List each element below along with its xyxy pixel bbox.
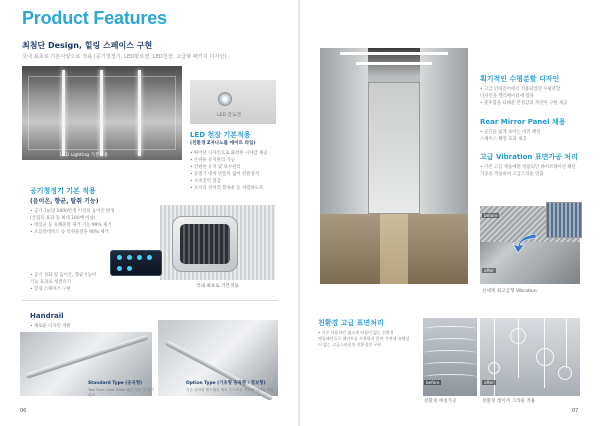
led-ceiling-bullets: • 뛰어난 디자인으로 화려한 시야감 제공 • 손쉬운 유지관리 가능 • 간편한 유지 및 보수관리 • 동절기 대비 빈틈이 없어 친환경적 • 소비전력 절감 • 모서리 전처리 할쉬운 등 저렴하도록 — [190, 151, 268, 191]
eco-finish-title: 친환경 고급 표면처리 — [318, 319, 384, 327]
ceiling-caption: LED Lighting 기본적용 — [60, 153, 109, 158]
elevator-interior-photo — [320, 48, 468, 284]
eco-caption-left: 친환경 에칭가공 — [424, 399, 457, 404]
air-purifier-subtitle: (음이온, 향균, 탈취 기능) — [30, 198, 99, 205]
air-purifier-vent-icon — [180, 224, 230, 264]
halogen-lamp-icon — [218, 92, 232, 106]
page-description: 국내 최초로 기본사양으로 적용 (공기청정기, LED할로겐, LED천장, 고급형 패키지 디자인) — [22, 54, 227, 60]
vibration-before-label: before — [484, 213, 498, 218]
halogen-caption: LED 할로겐 — [217, 113, 241, 118]
vibration-sample-icon — [546, 202, 582, 238]
eco-caption-right: 친환경 레이저 그라핑 적용 — [482, 399, 536, 404]
split-design-title: 획기적인 수평분할 디자인 — [480, 75, 560, 83]
rear-mirror-title: Rear Mirror Panel 채용 — [480, 118, 566, 126]
eco-finish-bullets: • 기존 사용하던 염소계 약품이 없는 친환경 에칭패턴으로 페인트를 사용하지 않아 자연에 유해성 이 없는 고급스러움의 친환경성 구현 — [318, 330, 410, 347]
split-design-bullets: • 고급 인테리어에서 적용되었던 수평분할 디자인을 엘리베이터에 접목 • 중후함을 더해준 안정감과 자연미 구현 제공 — [480, 87, 568, 106]
option-type-title: Option Type (기초형 송곡형 / 장보형) — [186, 381, 266, 386]
page-subtitle: 최첨단 Design, 힐링 스페이스 구현 — [22, 41, 153, 50]
handrail-subtitle: • 새로운 디자인 개발 — [30, 324, 71, 329]
page-title: Product Features — [22, 8, 167, 28]
remote-panel-icon — [110, 250, 162, 276]
vibration-title: 고급 Vibration 표면가공 처리 — [480, 153, 578, 161]
page-number-left: 06 — [20, 408, 27, 414]
standard-handrail-photo — [20, 332, 152, 396]
standard-type-desc: Two Tone Color Steel 패턴 적용 및 처리 완료 — [88, 388, 154, 397]
led-ceiling-title: LED 천장 기본적용 — [190, 131, 251, 139]
air-purifier-bullets: • 공기 1㎥당 1000만개 이상의 음이온 발생 (산림욕 효과 등 최대 100배 이상) • 대장균 등 유해물질 제거 기능 99% 제거 • 포름알데히드 등 악취물질을 90% 제거 — [30, 209, 115, 235]
page-number-right: 07 — [572, 408, 579, 414]
option-type-desc: 기존 일자형 핸드레일 대비 부드러운 곡선의 디자인 적용 — [186, 388, 274, 392]
rear-mirror-bullets: • 공간을 넓게 보이는 미러 패널 스페이스 확장 효과 제공 — [480, 130, 541, 142]
vibration-after-label: after — [484, 268, 494, 273]
handrail-title: Handrail — [30, 312, 64, 320]
led-ceiling-subtitle: (친환경 Z자나노를 에이트 타입) — [190, 141, 256, 146]
led-ceiling-photo — [22, 66, 182, 160]
section-divider — [22, 300, 278, 301]
air-purifier-title: 공기청정기 기본 적용 — [30, 187, 96, 195]
air-purifier-bullets-2: • 공기 정화 및 음이온, 향균기능이 기능 효과로 청결유지 • 힐링 스페이스 구현 — [30, 273, 97, 292]
standard-type-title: Standard Type (송곡형) — [88, 381, 143, 386]
transform-arrow-icon — [510, 232, 540, 254]
vibration-caption: 신세계 최고급형 Vibration — [482, 289, 537, 294]
vibration-bullets: • 기존 고급 제품에만 적용되던 바이브레이션 패턴 가공을 적용하여 고급스러운 연출 — [480, 165, 576, 177]
eco-before-label: before — [426, 380, 440, 385]
eco-after-label: after — [484, 380, 494, 385]
air-purifier-caption: 국내 최초로 기본적용 — [196, 284, 239, 289]
